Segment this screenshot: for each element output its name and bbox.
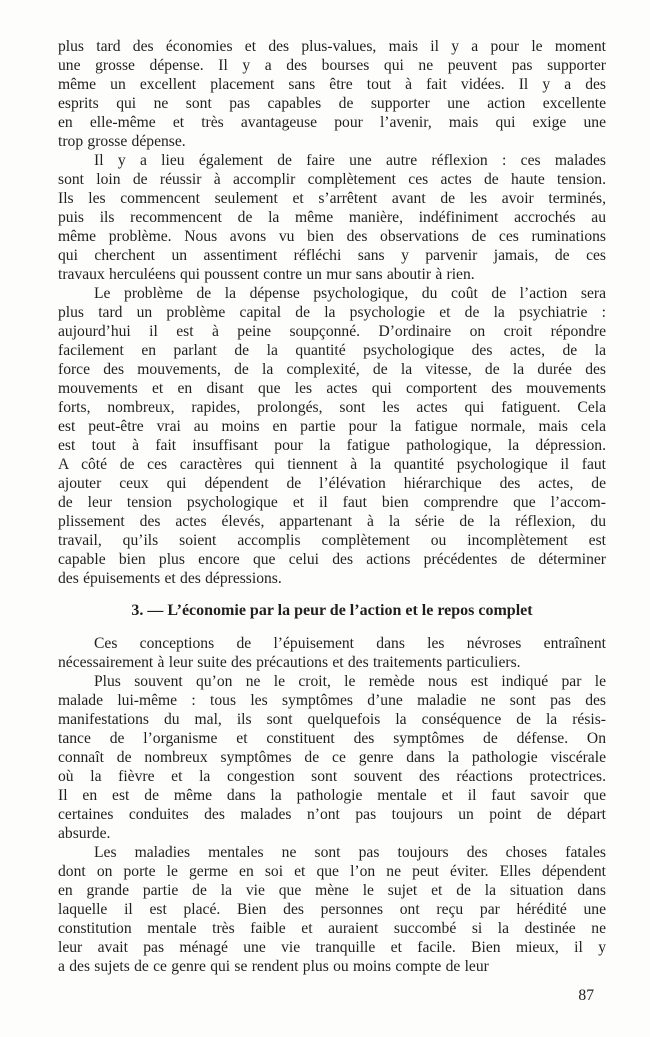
paragraph bbox=[58, 634, 606, 672]
text-line: a des sujets de ce genre qui se rendent plus ou moins compte de leur bbox=[58, 958, 489, 975]
text-line: est tout à fait insuffisant pour la fatigue pathologique, la dépression. bbox=[58, 437, 606, 454]
paragraph bbox=[58, 151, 606, 284]
text-line: manifestations du mal, ils sont quelquefois la conséquence de la résis- bbox=[58, 711, 606, 728]
text-line: aujourd’hui il est à peine soupçonné. D’ordinaire on croit répondre bbox=[58, 323, 606, 340]
text-line: est peut-être vrai au moins en partie pour la fatigue normale, mais cela bbox=[58, 418, 606, 435]
text-line: forts, nombreux, rapides, prolongés, sont les actes qui fatiguent. Cela bbox=[58, 399, 606, 416]
text-line: puis ils recommencent de la même manière, indéfiniment accrochés au bbox=[58, 209, 606, 226]
text-line: des épuisements et des dépressions. bbox=[58, 570, 282, 587]
text-line: Il en est de même dans la pathologie mentale et il faut savoir que bbox=[58, 787, 606, 804]
text-line: facilement en parlant de la quantité psychologique des actes, de la bbox=[58, 342, 606, 359]
text-line: mouvements et en disant que les actes qui comportent des mouvements bbox=[58, 380, 606, 397]
text-line: plus tard des économies et des plus-values, mais il y a pour le moment bbox=[58, 38, 606, 55]
text-line: malade lui-même : tous les symptômes d’une maladie ne sont pas des bbox=[58, 692, 606, 709]
paragraph bbox=[58, 284, 606, 588]
text-line: nécessairement à leur suite des précautions et des traitements particuliers. bbox=[58, 654, 521, 671]
text-line: en grande partie de la vie que mène le sujet et de la situation dans bbox=[58, 882, 606, 899]
text-line: laquelle il est placé. Bien des personnes ont reçu par hérédité une bbox=[58, 901, 606, 918]
text-line: où la fièvre et la congestion sont souvent des réactions protectrices. bbox=[58, 768, 606, 785]
text-line: une grosse dépense. Il y a des bourses qui ne peuvent pas supporter bbox=[58, 57, 606, 74]
text-line: même problème. Nous avons vu bien des observations de ces ruminations bbox=[58, 228, 606, 245]
text-line: travaux herculéens qui poussent contre un mur sans aboutir à rien. bbox=[58, 266, 475, 283]
text-line: plus tard un problème capital de la psychologie et de la psychiatrie : bbox=[58, 304, 606, 321]
text-line: Il y a lieu également de faire une autre réflexion : ces malades bbox=[94, 152, 606, 169]
text-line: A côté de ces caractères qui tiennent à la quantité psychologique il faut bbox=[58, 456, 606, 473]
text-line: Ces conceptions de l’épuisement dans les névroses entraînent bbox=[94, 635, 606, 652]
text-line: Plus souvent qu’on ne le croit, le remède nous est indiqué par le bbox=[94, 673, 606, 690]
text-line: connaît de nombreux symptômes de ce genre dans la pathologie viscérale bbox=[58, 749, 606, 766]
text-line: tance de l’organisme et constituent des symptômes de défense. On bbox=[58, 730, 606, 747]
text-line: dont on porte le germe en soi et que l’on ne peut éviter. Elles dépendent bbox=[58, 863, 606, 880]
text-line: esprits qui ne sont pas capables de supporter une action excellente bbox=[58, 95, 606, 112]
text-line: constitution mentale très faible et auraient succombé si la destinée ne bbox=[58, 920, 606, 937]
text-line: Les maladies mentales ne sont pas toujours des choses fatales bbox=[94, 844, 606, 861]
text-line: trop grosse dépense. bbox=[58, 133, 186, 150]
text-line: certaines conduites des malades n’ont pas toujours un point de départ bbox=[58, 806, 606, 823]
text-line: Le problème de la dépense psychologique, du coût de l’action sera bbox=[94, 285, 606, 302]
text-line: ajouter ceux qui dépendent de l’élévation hiérarchique des actes, de bbox=[58, 475, 606, 492]
text-line: en elle-même et très avantageuse pour l’avenir, mais qui exige une bbox=[58, 114, 606, 131]
text-line: leur avait pas ménagé une vie tranquille et facile. Bien mieux, il y bbox=[58, 939, 606, 956]
text-line: qui cherchent un assentiment réfléchi sans y parvenir jamais, de ces bbox=[58, 247, 606, 264]
text-line: travail, qu’ils soient accomplis complètement ou incomplètement est bbox=[58, 532, 606, 549]
text-line: capable bien plus encore que celui des actions précédentes de déterminer bbox=[58, 551, 606, 568]
text-line: même un excellent placement sans être tout à fait vidées. Il y a des bbox=[58, 76, 606, 93]
text-line: absurde. bbox=[58, 825, 111, 842]
page-number: 87 bbox=[578, 987, 594, 1004]
paragraph bbox=[58, 37, 606, 151]
paragraph bbox=[58, 843, 606, 976]
text-line: Ils les commencent seulement et s’arrêtent avant de les avoir terminés, bbox=[58, 190, 606, 207]
paragraph bbox=[58, 672, 606, 843]
text-line: plissement des actes élevés, appartenant à la série de la réflexion, du bbox=[58, 513, 606, 530]
text-line: sont loin de réussir à accomplir complètement ces actes de haute tension. bbox=[58, 171, 606, 188]
section-heading: 3. — L’économie par la peur de l’action et le repos complet bbox=[131, 602, 533, 619]
text-line: force des mouvements, de la complexité, de la vitesse, de la durée des bbox=[58, 361, 606, 378]
text-line: de leur tension psychologique et il faut bien comprendre que l’accom- bbox=[58, 494, 606, 511]
